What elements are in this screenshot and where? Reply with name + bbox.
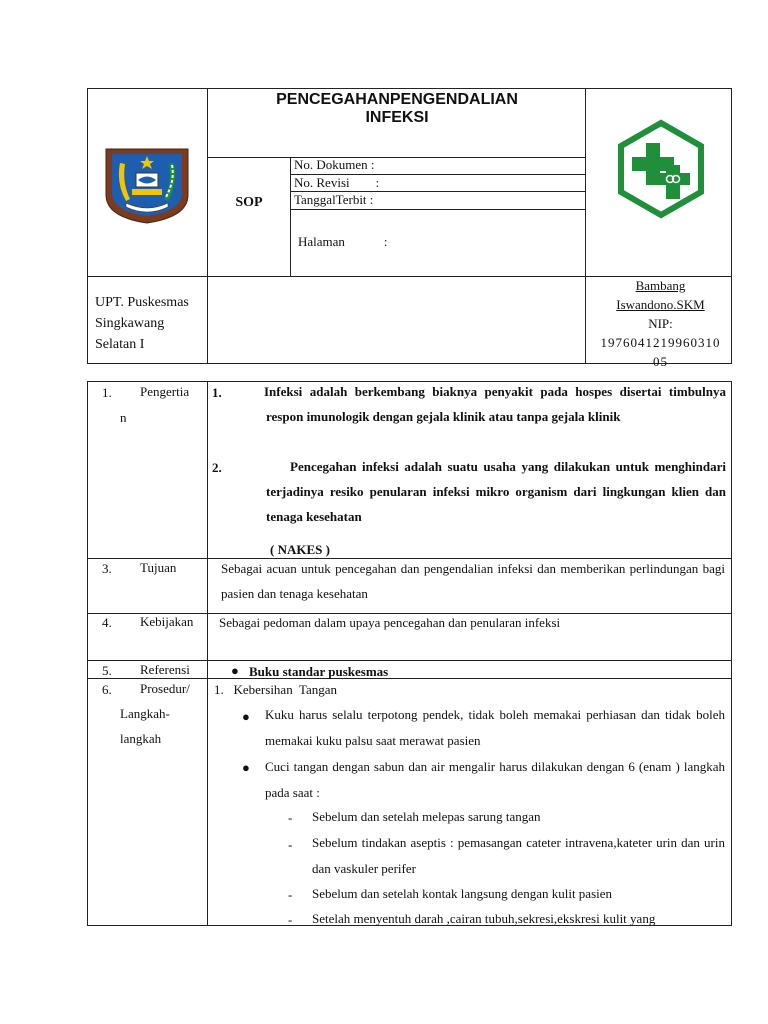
- row-number: 1.: [102, 385, 112, 400]
- title-line: PENCEGAHANPENGENDALIAN: [276, 91, 518, 108]
- document-title: [208, 91, 586, 127]
- no-revisi: No. Revisi :: [294, 175, 380, 190]
- nakes-note: ( NAKES ): [270, 542, 330, 557]
- unit-line: Singkawang: [95, 316, 165, 331]
- unit-line: UPT. Puskesmas: [95, 295, 189, 310]
- divider: [290, 157, 291, 277]
- bullet-icon: ●: [242, 760, 250, 775]
- sop-content-table: [87, 381, 732, 926]
- prosedur-dash-4: Setelah menyentuh darah ,cairan tubuh,sekresi,ekskresi kulit yang: [312, 911, 656, 926]
- row-number: 3.: [102, 561, 112, 576]
- dash-icon: -: [288, 912, 293, 926]
- label-line: Prosedur/: [140, 681, 190, 696]
- signer-name: Bambang: [635, 278, 686, 293]
- signer-block: [588, 276, 733, 371]
- item-number: 1.: [212, 385, 222, 400]
- unit-line: Selatan I: [95, 337, 145, 352]
- kebijakan-text: Sebagai pedoman dalam upaya pencegahan dan penularan infeksi: [219, 615, 561, 630]
- dash-icon: -: [288, 810, 293, 825]
- prosedur-dash-2: Sebelum tindakan aseptis : pemasangan cateter intravena,kateter urin dan urin dan vaskuler perifer: [312, 835, 725, 876]
- puskesmas-logo: [616, 119, 706, 219]
- dash-icon: -: [288, 887, 293, 902]
- divider: [585, 89, 586, 363]
- row-label: [120, 381, 190, 431]
- row-label: Tujuan: [140, 560, 177, 575]
- item-number: 2.: [212, 460, 222, 475]
- signer-name: Iswandono.SKM: [616, 297, 705, 312]
- bullet-icon: ●: [231, 663, 239, 678]
- referensi-text: Buku standar puskesmas: [249, 664, 389, 679]
- no-dokumen: No. Dokumen :: [294, 157, 375, 172]
- label-line: langkah: [120, 731, 162, 746]
- label-line: Pengertia: [140, 384, 190, 399]
- row-number: 5.: [102, 663, 112, 678]
- bullet-icon: ●: [242, 709, 250, 724]
- document-header: [87, 88, 732, 369]
- prosedur-bullet-2: Cuci tangan dengan sabun dan air mengalir harus dilakukan dengan 6 (enam ) langkah pada saat :: [265, 759, 725, 800]
- prosedur-heading: 1. Kebersihan Tangan: [214, 682, 338, 697]
- prosedur-dash-3: Sebelum dan setelah kontak langsung dengan kulit pasien: [312, 886, 613, 901]
- tujuan-text: Sebagai acuan untuk pencegahan dan pengendalian infeksi dan memberikan perlindungan bagi pasien dan tenaga kesehatan: [221, 561, 725, 601]
- pengertian-item-1: Infeksi adalah berkembang biaknya penyakit pada hospes disertai timbulnya respon imunologik dengan gejala klinik atau tanpa gejala klinik: [264, 384, 726, 424]
- pengertian-item-2: Pencegahan infeksi adalah suatu usaha yang dilakukan untuk menghindari terjadinya resiko penularan infeksi mikro organism dari lingkungan klien dan tenaga kesehatan: [266, 459, 726, 524]
- row-number: 6.: [102, 682, 112, 697]
- sop-label: SOP: [235, 195, 263, 210]
- unit-name: [95, 292, 189, 355]
- row-label: Referensi: [140, 662, 190, 677]
- dash-icon: -: [288, 837, 293, 852]
- nip-value: 05: [653, 354, 668, 369]
- halaman: Halaman :: [298, 234, 388, 249]
- label-line: Langkah-: [120, 706, 170, 721]
- divider: [207, 382, 208, 925]
- row-label: [120, 676, 190, 751]
- nip-label: NIP:: [648, 316, 673, 331]
- row-number: 4.: [102, 615, 112, 630]
- divider: [207, 157, 585, 158]
- tanggal-terbit: TanggalTerbit :: [294, 192, 374, 207]
- nip-value: 1976041219960310: [600, 335, 721, 350]
- row-label: Kebijakan: [140, 614, 194, 629]
- prosedur-dash-1: Sebelum dan setelah melepas sarung tangan: [312, 809, 541, 824]
- title-line: INFEKSI: [365, 109, 429, 126]
- regional-emblem-logo: [102, 143, 192, 225]
- divider: [290, 209, 585, 210]
- prosedur-bullet-1: Kuku harus selalu terpotong pendek, tidak boleh memakai perhiasan dan tidak boleh memakai kuku palsu saat merawat pasien: [265, 707, 725, 748]
- label-line: n: [120, 410, 127, 425]
- divider: [207, 89, 208, 363]
